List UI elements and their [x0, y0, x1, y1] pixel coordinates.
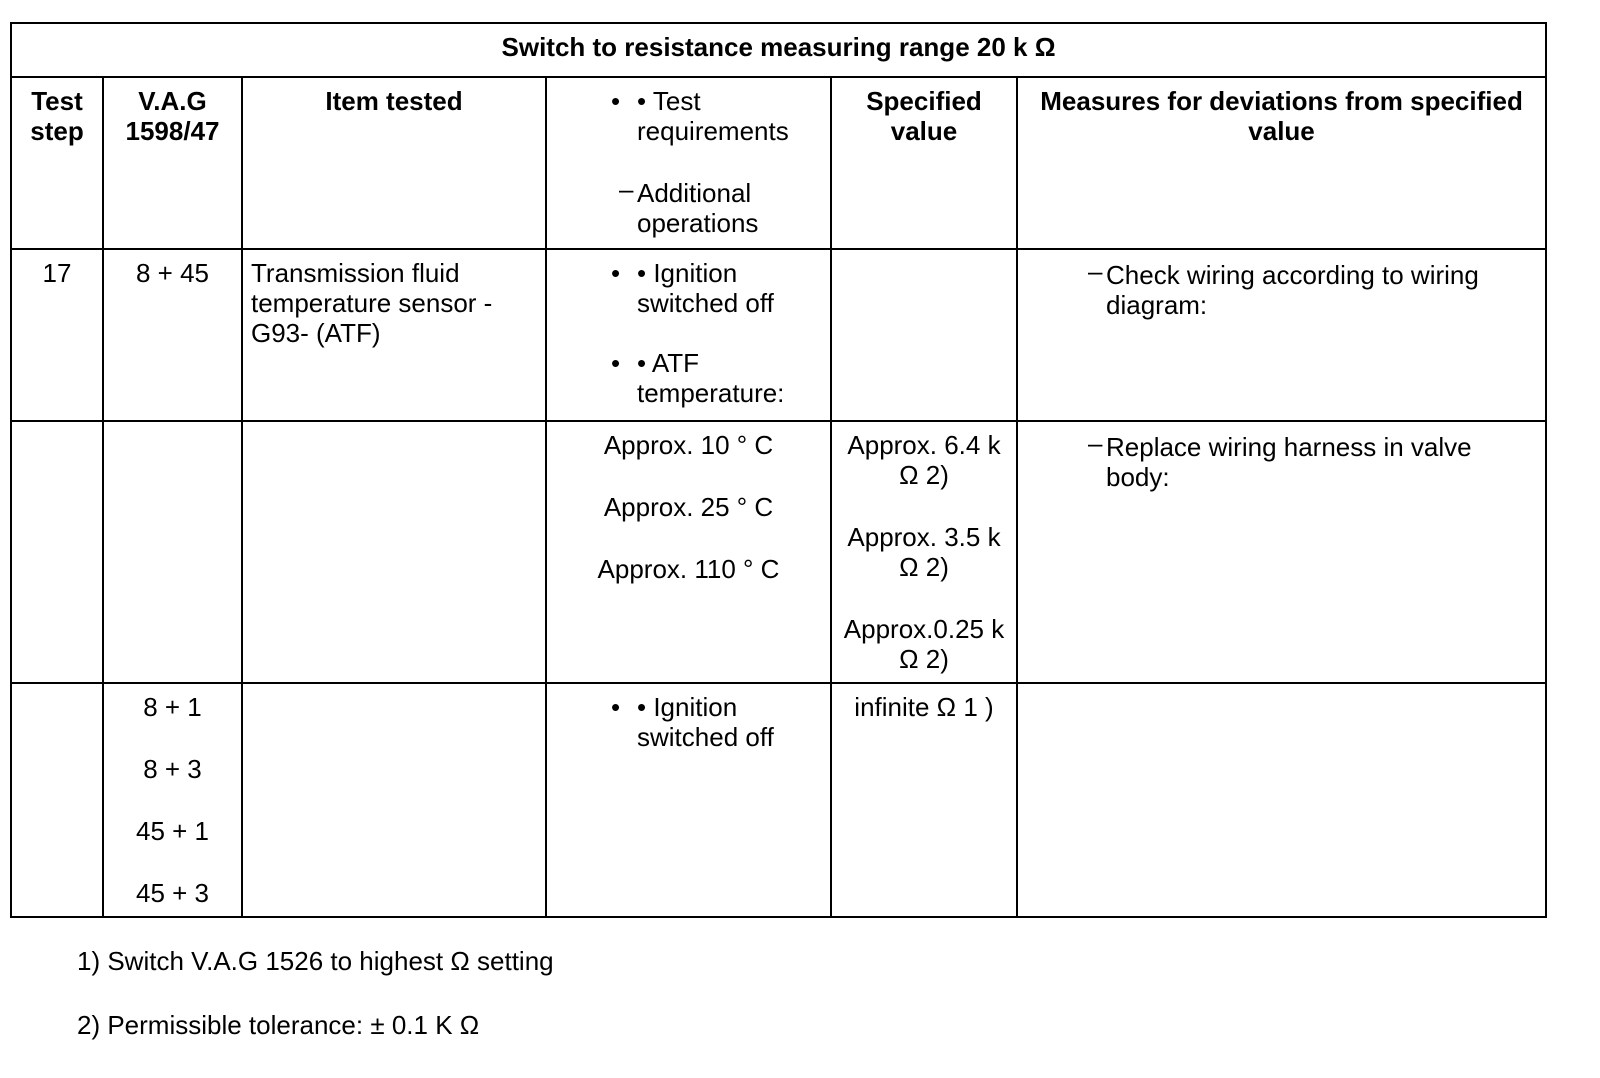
header-requirements — [546, 77, 831, 249]
vag-value: 8 + 45 — [135, 258, 209, 288]
table-row — [11, 421, 1546, 683]
cell-test-step — [11, 249, 103, 421]
spec-value-line: Ω 2) — [899, 644, 949, 674]
cell-test-step — [11, 421, 103, 683]
table-banner — [11, 23, 1546, 77]
header-vag-line: V.A.G — [138, 86, 207, 116]
bullet-icon: • — [611, 258, 621, 288]
req-line: temperature: — [637, 378, 785, 408]
banner-text: Switch to resistance measuring range 20 k Ω — [501, 32, 1056, 62]
table-row — [11, 249, 1546, 421]
cell-test-step — [11, 683, 103, 917]
req-line: switched off — [637, 722, 774, 752]
header-item-tested-text: Item tested — [325, 86, 463, 116]
measure-dash-item — [1018, 250, 1545, 320]
header-spec-line: Specified — [866, 86, 982, 116]
cell-item-tested — [242, 683, 546, 917]
dash-icon: – — [1088, 256, 1103, 286]
table-row — [11, 683, 1546, 917]
requirement-bullet — [547, 348, 830, 408]
cell-measures — [1017, 249, 1546, 421]
cell-specified-value — [831, 421, 1017, 683]
cell-vag — [103, 249, 242, 421]
cell-measures — [1017, 421, 1546, 683]
cell-item-tested — [242, 421, 546, 683]
measure-line: Check wiring according to wiring — [1106, 260, 1479, 290]
header-test-step — [11, 77, 103, 249]
bullet-icon: • — [611, 692, 621, 722]
measure-line: body: — [1106, 462, 1170, 492]
req-line: • ATF — [637, 348, 700, 378]
req-line: • Ignition — [637, 692, 738, 722]
header-bullet-item — [547, 86, 830, 146]
header-item-tested — [242, 77, 546, 249]
spec-sheet — [10, 22, 1547, 918]
header-row — [11, 77, 1546, 249]
footnote-2: 2) Permissible tolerance: ± 0.1 K Ω — [77, 1010, 480, 1040]
header-spec-line: value — [890, 116, 958, 146]
spec-value-line: Ω 2) — [899, 460, 949, 490]
measure-line: Replace wiring harness in valve — [1106, 432, 1472, 462]
header-test-step-line: Test — [31, 86, 83, 116]
item-line: Transmission fluid — [251, 258, 460, 288]
item-line: temperature sensor - — [251, 288, 493, 318]
temperature-value: Approx. 25 ° C — [603, 492, 774, 522]
header-test-step-line: step — [30, 116, 84, 146]
measure-line: diagram: — [1106, 290, 1208, 320]
header-dash-item — [547, 174, 830, 238]
spec-value: infinite Ω 1 ) — [854, 692, 994, 722]
test-step-value: 17 — [42, 258, 72, 288]
temperature-value: Approx. 110 ° C — [597, 554, 780, 584]
resistance-test-table — [10, 22, 1547, 918]
spec-value-line: Approx. 6.4 k — [847, 430, 1001, 460]
requirement-bullet — [547, 258, 830, 318]
header-req-line: requirements — [637, 116, 789, 146]
header-vag — [103, 77, 242, 249]
cell-specified-value — [831, 249, 1017, 421]
spec-value-line: Approx. 3.5 k — [847, 522, 1001, 552]
temperature-value: Approx. 10 ° C — [603, 430, 774, 460]
header-dash-line: Additional — [637, 178, 752, 208]
spec-value-line: Approx.0.25 k — [843, 614, 1005, 644]
header-dash-line: operations — [637, 208, 759, 238]
spec-value-line: Ω 2) — [899, 552, 949, 582]
dash-icon: – — [1088, 428, 1103, 458]
req-line: switched off — [637, 288, 774, 318]
vag-value: 45 + 1 — [135, 816, 209, 846]
cell-vag — [103, 683, 242, 917]
cell-vag — [103, 421, 242, 683]
req-line: • Ignition — [637, 258, 738, 288]
cell-requirements — [546, 249, 831, 421]
vag-value: 8 + 3 — [143, 754, 202, 784]
header-specified-value — [831, 77, 1017, 249]
header-measures-line: Measures for deviations from specified — [1040, 86, 1523, 116]
item-line: G93- (ATF) — [251, 318, 381, 348]
cell-requirements — [546, 683, 831, 917]
bullet-icon: • — [611, 348, 621, 378]
measure-dash-item — [1018, 422, 1545, 492]
bullet-icon: • — [611, 86, 621, 116]
cell-measures — [1017, 683, 1546, 917]
vag-value: 45 + 3 — [135, 878, 209, 908]
cell-item-tested — [242, 249, 546, 421]
header-req-line: • Test — [637, 86, 701, 116]
header-vag-line: 1598/47 — [125, 116, 220, 146]
vag-value: 8 + 1 — [143, 692, 202, 722]
header-measures — [1017, 77, 1546, 249]
dash-icon: – — [619, 174, 634, 204]
cell-temperatures — [546, 421, 831, 683]
requirement-bullet — [547, 692, 830, 752]
footnote-1: 1) Switch V.A.G 1526 to highest Ω setting — [77, 946, 554, 976]
cell-specified-value — [831, 683, 1017, 917]
header-measures-line: value — [1248, 116, 1315, 146]
